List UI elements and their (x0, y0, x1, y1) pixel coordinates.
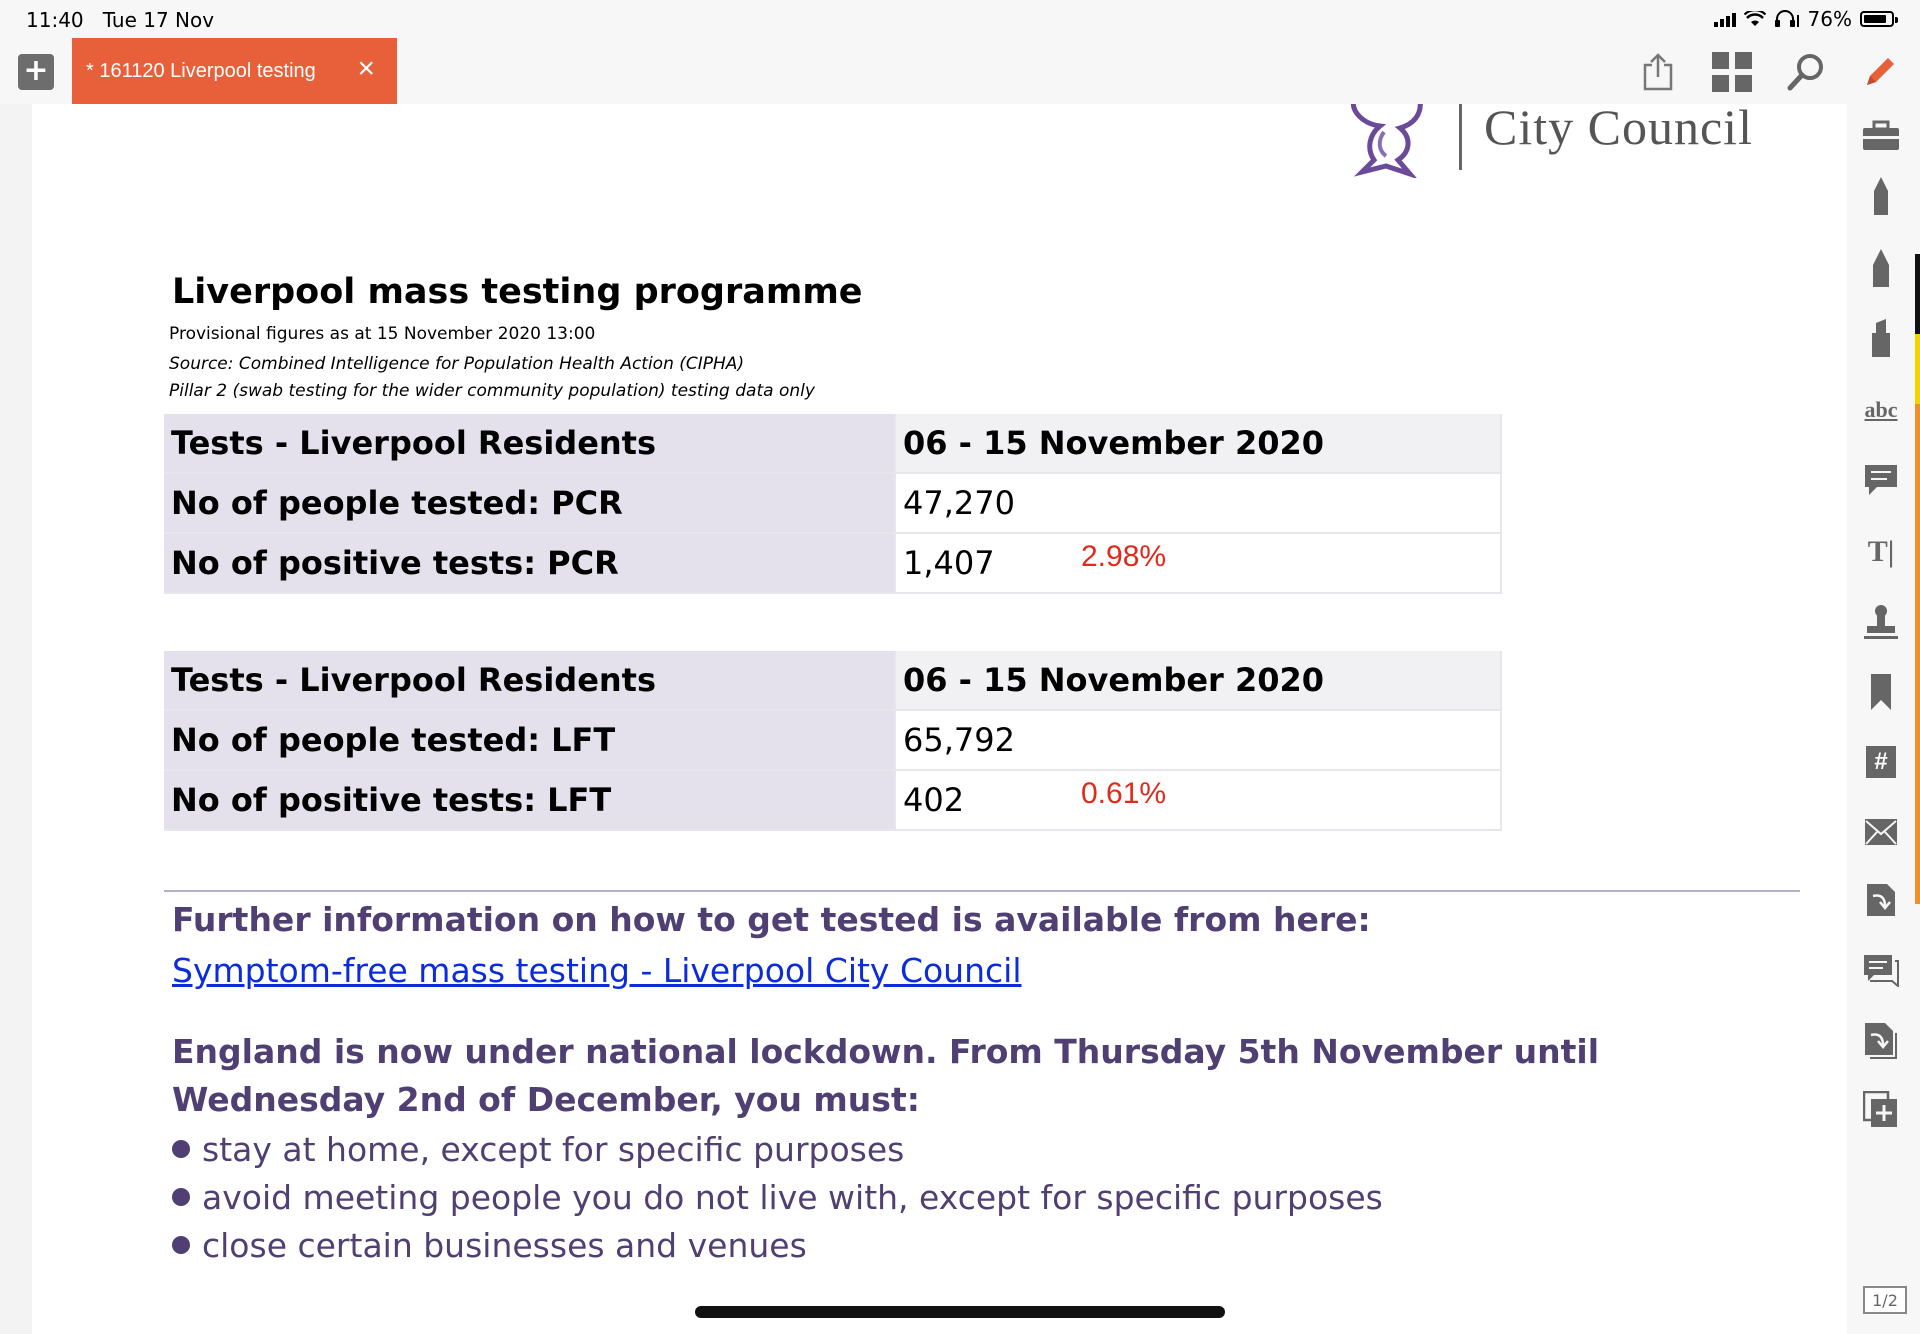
search-icon[interactable] (1786, 52, 1826, 92)
status-bar (0, 0, 1920, 38)
source-note: Source: Combined Intelligence for Population Health Action (CIPHA) (169, 354, 745, 374)
headphones-icon (1774, 10, 1800, 28)
list-item-text: avoid meeting people you do not live with, except for specific purposes (202, 1178, 1383, 1217)
envelope-icon[interactable] (1859, 812, 1903, 852)
color-strip-black (1915, 254, 1920, 334)
signal-icon (1714, 11, 1736, 27)
logo-text: City Council (1484, 104, 1753, 155)
provisional-note: Provisional figures as at 15 November 2020 13:00 (169, 324, 596, 344)
table-row (164, 651, 1501, 710)
table-cell-value: 47,270 (895, 473, 1501, 533)
bullet-icon (172, 1188, 190, 1206)
comment-icon[interactable] (1859, 460, 1903, 500)
color-strip-orange (1915, 404, 1920, 904)
status-time (26, 8, 214, 32)
pcr-results-table (164, 414, 1502, 594)
positivity-rate: 2.98% (1081, 540, 1167, 573)
comments-icon[interactable] (1859, 950, 1903, 990)
stamp-icon[interactable] (1859, 602, 1903, 642)
table-cell-label: No of positive tests: PCR (164, 533, 895, 593)
table-cell-value: 06 - 15 November 2020 (895, 414, 1501, 473)
table-row (164, 473, 1501, 533)
lft-results-table (164, 651, 1502, 831)
color-strip-yellow (1915, 334, 1920, 404)
info-heading: Further information on how to get tested is available from here: (172, 900, 1371, 939)
positive-count: 1,407 (903, 544, 995, 582)
lockdown-notice: England is now under national lockdown. From Thursday 5th November until Wednesday 2nd of December, you must: (172, 1032, 1600, 1119)
hash-icon[interactable] (1859, 742, 1903, 782)
pencil-icon[interactable] (1860, 52, 1900, 92)
bullet-icon (172, 1140, 190, 1158)
document-page (32, 104, 1847, 1334)
table-row (164, 710, 1501, 770)
pages-export-icon[interactable] (1859, 1020, 1903, 1060)
page-indicator[interactable]: 1/2 (1863, 1286, 1907, 1314)
positive-count: 402 (903, 781, 965, 819)
table-row (164, 533, 1501, 593)
hash-label: # (1866, 746, 1896, 778)
table-cell-label: No of positive tests: LFT (164, 770, 895, 830)
battery-percent: 76% (1807, 7, 1852, 31)
pencil-icon[interactable] (1859, 248, 1903, 288)
close-icon[interactable]: × (357, 52, 375, 85)
logo-divider (1459, 104, 1462, 170)
list-item-text: close certain businesses and venues (202, 1226, 807, 1265)
tab-active-document[interactable] (72, 38, 397, 104)
abc-icon[interactable]: abc (1864, 397, 1898, 422)
city-council-logo (1312, 104, 1832, 198)
table-cell-label: Tests - Liverpool Residents (164, 414, 895, 473)
liver-bird-icon (1340, 104, 1430, 178)
plus-icon: + (23, 53, 49, 88)
list-item (172, 1174, 1383, 1222)
export-icon[interactable] (1859, 880, 1903, 920)
wifi-icon (1744, 11, 1766, 27)
list-item (172, 1222, 1383, 1270)
pillar-note: Pillar 2 (swab testing for the wider community population) testing data only (169, 381, 815, 401)
tab-bar (0, 38, 1920, 104)
bullet-icon (172, 1236, 190, 1254)
table-cell-label: Tests - Liverpool Residents (164, 651, 895, 710)
battery-icon (1860, 11, 1894, 27)
table-cell-value (895, 533, 1501, 593)
add-page-icon[interactable] (1859, 1090, 1903, 1130)
table-cell-value: 06 - 15 November 2020 (895, 651, 1501, 710)
clock-time: 11:40 (26, 8, 84, 32)
text-icon[interactable]: T| (1867, 535, 1895, 568)
table-row (164, 770, 1501, 830)
grid-icon[interactable] (1712, 52, 1752, 92)
home-indicator[interactable] (695, 1306, 1225, 1318)
table-cell-value (895, 770, 1501, 830)
positivity-rate: 0.61% (1081, 777, 1167, 810)
new-tab-button[interactable] (18, 54, 54, 90)
page-title: Liverpool mass testing programme (172, 272, 863, 312)
share-icon[interactable] (1638, 52, 1678, 92)
table-cell-value: 65,792 (895, 710, 1501, 770)
annotation-toolbar (1847, 104, 1920, 1334)
section-divider (164, 890, 1800, 892)
clock-date: Tue 17 Nov (102, 8, 215, 32)
bookmark-icon[interactable] (1859, 672, 1903, 712)
toolbox-icon[interactable] (1859, 116, 1903, 156)
lockdown-rules-list (172, 1126, 1383, 1270)
testing-link[interactable]: Symptom-free mass testing - Liverpool City Council (172, 951, 1022, 990)
table-cell-label: No of people tested: LFT (164, 710, 895, 770)
table-cell-label: No of people tested: PCR (164, 473, 895, 533)
list-item-text: stay at home, except for specific purposes (202, 1130, 905, 1169)
tab-label: * 161120 Liverpool testing (86, 59, 316, 82)
list-item (172, 1126, 1383, 1174)
status-indicators (1714, 7, 1894, 31)
top-toolbar (1638, 52, 1900, 92)
highlighter-icon[interactable] (1859, 318, 1903, 358)
pen-icon[interactable] (1859, 176, 1903, 216)
table-row (164, 414, 1501, 473)
